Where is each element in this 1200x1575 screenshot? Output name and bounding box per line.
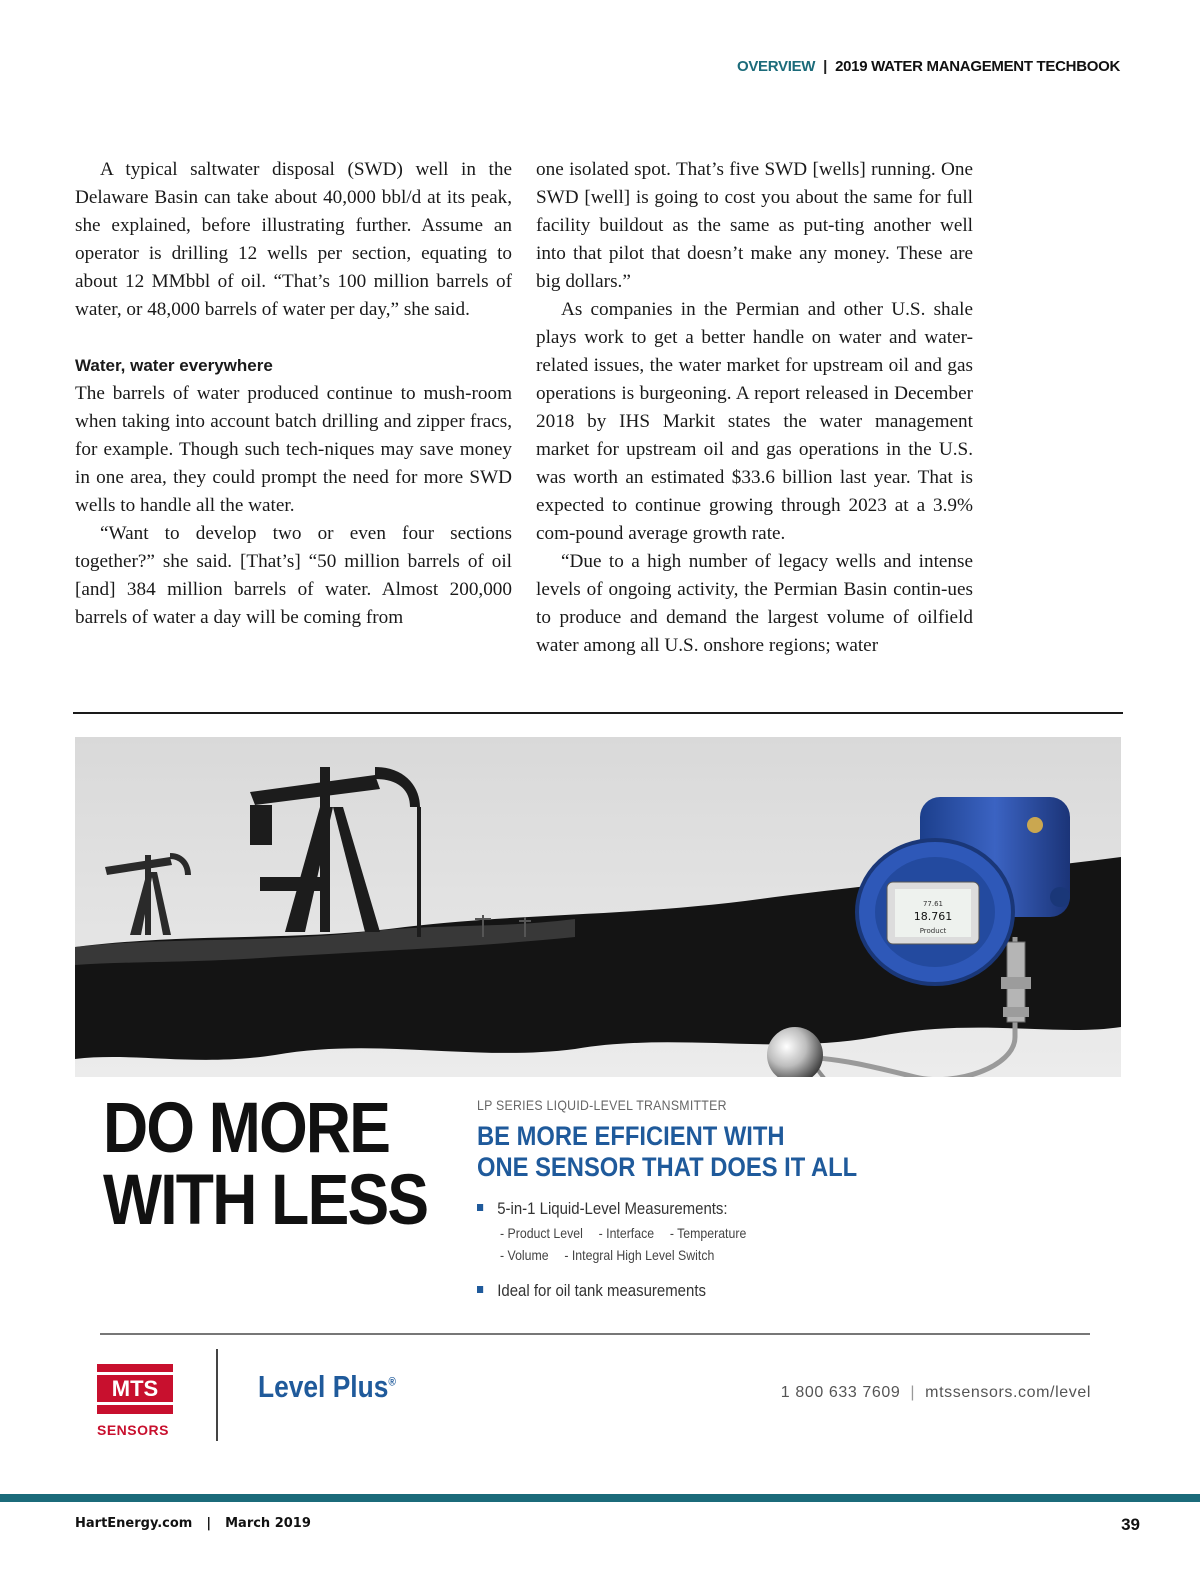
subheading: Water, water everywhere xyxy=(75,356,273,375)
display-small-value: 77.61 xyxy=(922,900,944,908)
paragraph: “Want to develop two or even four sections together?” she said. [That’s] “50 million barrels of oil [and] 384 million barrels of water. Almost 200,000 barrels of water a day will be coming from xyxy=(75,523,512,628)
ad-headline-line1: DO MORE xyxy=(103,1089,390,1168)
level-plus-brand xyxy=(258,1369,396,1405)
header-section: OVERVIEW xyxy=(736,58,816,75)
ad-divider xyxy=(100,1333,1090,1335)
mts-logo-box xyxy=(97,1364,173,1414)
header-separator: | xyxy=(823,58,828,75)
contact-separator: | xyxy=(910,1384,916,1401)
section-divider xyxy=(73,712,1123,714)
ad-subheadline-line1: BE MORE EFFICIENT WITH xyxy=(477,1121,785,1151)
page-footer xyxy=(75,1516,311,1531)
ad-phone: 1 800 633 7609 xyxy=(780,1384,901,1401)
mts-sensors-text: SENSORS xyxy=(97,1422,169,1438)
ad-subitems-row xyxy=(500,1225,759,1241)
article-column-right xyxy=(536,156,973,660)
page-number: 39 xyxy=(1121,1515,1140,1534)
ad-subitem: - Interface xyxy=(598,1225,655,1241)
ad-bullet-text: 5-in-1 Liquid-Level Measurements: xyxy=(497,1199,728,1218)
display-label: Product xyxy=(919,927,947,935)
ad-subitems-row xyxy=(500,1247,727,1263)
logo-divider xyxy=(216,1349,218,1441)
advertisement xyxy=(75,737,1121,1457)
mts-sensors-logo xyxy=(97,1364,179,1438)
ad-kicker: LP SERIES LIQUID-LEVEL TRANSMITTER xyxy=(477,1097,727,1113)
article-column-left xyxy=(75,156,512,632)
ad-subitem: - Temperature xyxy=(669,1225,747,1241)
ad-bullet xyxy=(477,1199,728,1219)
footer-separator: | xyxy=(206,1516,212,1531)
ad-contact xyxy=(781,1384,1091,1402)
display-main-value: 18.761 xyxy=(913,910,953,923)
mts-logo-text: MTS xyxy=(111,1376,159,1401)
paragraph: one isolated spot. That’s five SWD [wells] running. One SWD [well] is going to cost you about the same for full facility buildout as the same as put-ting another well into that pilot that doesn’t make any money. These are big dollars.” xyxy=(536,159,973,292)
footer-date: March 2019 xyxy=(225,1516,311,1531)
ad-website: mtssensors.com/level xyxy=(925,1384,1091,1401)
paragraph: “Due to a high number of legacy wells and intense levels of ongoing activity, the Permian Basin contin-ues to produce and demand the largest volume of oilfield water among all U.S. onshore regions; water xyxy=(536,551,973,656)
registered-mark: ® xyxy=(388,1374,396,1389)
bullet-square-icon xyxy=(477,1286,483,1293)
paragraph: As companies in the Permian and other U.S. shale plays work to get a better handle on water and water-related issues, the water market for upstream oil and gas operations is burgeoning. A report released in December 2018 by IHS Markit states the water management market for upstream oil and gas operations in the U.S. was worth an estimated $33.6 billion last year. That is expected to continue growing through 2023 at a 3.9% com-pound average growth rate. xyxy=(536,299,973,544)
logo-stripe xyxy=(97,1372,173,1375)
brand-name: Level Plus xyxy=(258,1369,389,1404)
ad-subheadline xyxy=(477,1121,857,1183)
ad-subheadline-line2: ONE SENSOR THAT DOES IT ALL xyxy=(477,1152,858,1182)
logo-stripe xyxy=(97,1402,173,1405)
paragraph: A typical saltwater disposal (SWD) well in the Delaware Basin can take about 40,000 bbl/d at its peak, she explained, before illustrating further. Assume an operator is drilling 12 wells per section, equating to about 12 MMbbl of oil. “That’s 100 million barrels of water, or 48,000 barrels of water per day,” she said. xyxy=(75,159,512,320)
footer-band xyxy=(0,1494,1200,1502)
ad-bullet xyxy=(477,1281,706,1301)
header-book-title: 2019 WATER MANAGEMENT TECHBOOK xyxy=(835,58,1120,75)
paragraph: The barrels of water produced continue to mush-room when taking into account batch drilling and zipper fracs, for example. Though such tech-niques may save money in one area, they could prompt the need for more SWD wells to handle all the water. xyxy=(75,383,512,516)
ad-bullet-text: Ideal for oil tank measurements xyxy=(497,1281,706,1300)
ad-headline-line2: WITH LESS xyxy=(103,1161,428,1240)
ad-hero-image xyxy=(75,737,1121,1077)
ad-headline xyxy=(103,1089,428,1240)
running-header xyxy=(737,58,1120,75)
ad-subitem: - Product Level xyxy=(500,1225,583,1241)
ad-subitem: - Volume xyxy=(500,1247,549,1263)
ad-subitem: - Integral High Level Switch xyxy=(564,1247,715,1263)
bullet-square-icon xyxy=(477,1204,483,1211)
footer-site: HartEnergy.com xyxy=(75,1516,193,1531)
